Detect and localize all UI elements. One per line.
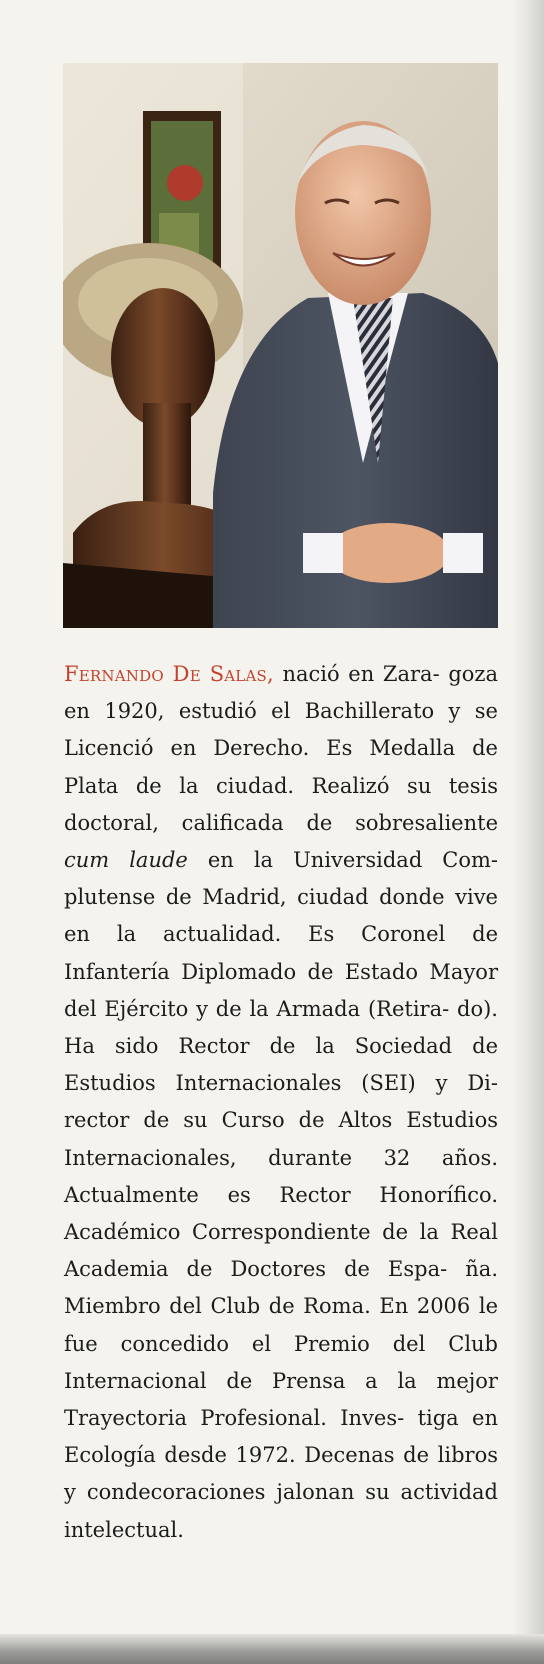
- page-bottom-shadow: [0, 1634, 544, 1664]
- bio-line: Plata de la ciudad. Realizó su tesis: [64, 773, 498, 798]
- bio-line: mejor Trayectoria Profesional. Inves-: [64, 1368, 498, 1431]
- bio-line: doctoral, calificada de sobresaliente: [64, 810, 498, 835]
- bio-line: Real Academia de Doctores de Espa-: [64, 1220, 498, 1282]
- bio-line: en la Universidad Com-: [187, 848, 499, 873]
- author-photo: [63, 63, 498, 628]
- bio-line: plutense de Madrid, ciudad donde: [64, 885, 445, 910]
- bio-line: tiga en Ecología desde 1972. Decenas: [64, 1406, 498, 1468]
- bio-line: de libros y condecoraciones jalonan: [64, 1443, 498, 1505]
- bio-line: nació en Zara-: [273, 662, 440, 686]
- bio-line: Estudios Internacionales (SEI) y Di-: [64, 1071, 498, 1096]
- bio-line: Académico Correspondiente de la: [64, 1220, 439, 1245]
- bio-line: Internacionales, durante 32 años.: [64, 1145, 498, 1170]
- bio-line: ña. Miembro del Club de Roma. En: [64, 1257, 499, 1319]
- bio-line: goza en 1920, estudió el Bachillerato y: [64, 662, 498, 724]
- latin-phrase: cum laude: [64, 848, 188, 873]
- bio-line: Infantería Diplomado de Estado Mayor: [64, 959, 498, 984]
- bio-line: Actualmente es Rector Honorífico.: [64, 1182, 498, 1207]
- bio-line: su actividad intelectual.: [64, 1480, 498, 1542]
- author-name: Fernando De Salas,: [64, 662, 274, 686]
- bio-line: del Ejército y de la Armada (Retira-: [64, 996, 450, 1021]
- bio-line: vive en la actualidad. Es Coronel de: [64, 885, 498, 947]
- bio-line: se Licenció en Derecho. Es Medalla de: [64, 699, 498, 761]
- page-edge-shadow: [512, 0, 544, 1664]
- bio-line: do). Ha sido Rector de la Sociedad de: [64, 996, 498, 1059]
- bio-line: rector de su Curso de Altos Estudios: [64, 1108, 498, 1133]
- bio-line: Club Internacional de Prensa a la: [64, 1331, 499, 1393]
- bio-line: 2006 le fue concedido el Premio del: [64, 1294, 498, 1356]
- author-biography: [64, 656, 498, 1549]
